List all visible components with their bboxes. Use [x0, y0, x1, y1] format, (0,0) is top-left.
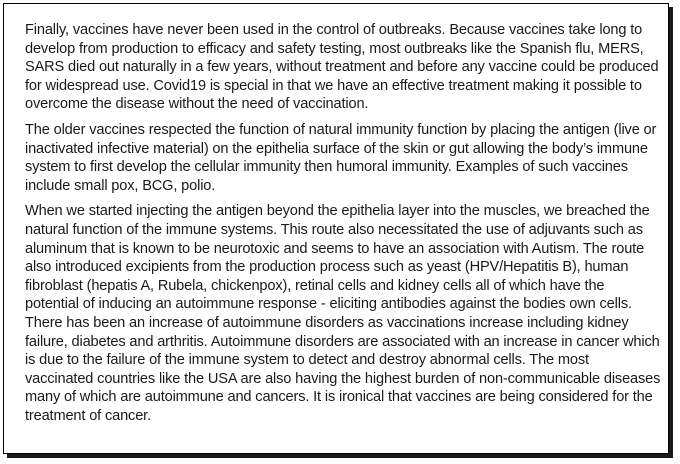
text-box-frame [3, 3, 669, 454]
paragraph-outbreaks: Finally, vaccines have never been used in the control of outbreaks. Because vaccines take long to develop from production to efficacy and safety testing, most outbreaks like the Spanish flu, MERS, SARS died out naturally in a few years, without treatment and before any vaccine could be produced for widespread use. Covid19 is special in that we have an effective treatment making it possible to overcome the disease without the need of vaccination. [25, 22, 659, 113]
document-body [25, 21, 661, 432]
paragraph-injection-route: When we started injecting the antigen beyond the epithelia layer into the muscles, we breached the natural function of the immune systems. This route also necessitated the use of adjuvants such as aluminum that is known to be neurotoxic and seems to have an association with Autism. The route also introduced excipients from the production process such as yeast (HPV/Hepatitis B), human fibroblast (hepatis A, Rubela, chickenpox), retinal cells and kidney cells all of which have the potential of inducing an autoimmune response - eliciting antibodies against the bodies own cells. There has been an increase of autoimmune disorders as vaccinations increase including kidney failure, diabetes and arthritis. Autoimmune disorders are associated with an increase in cancer which is due to the failure of the immune system to detect and destroy abnormal cells. The most vaccinated countries like the USA are also having the highest burden of non-communicable diseases many of which are autoimmune and cancers. It is ironical that vaccines are being considered for the treatment of cancer. [25, 203, 661, 424]
paragraph-older-vaccines: The older vaccines respected the function of natural immunity function by placing the antigen (live or inactivated infective material) on the epithelia surface of the skin or gut allowing the body’s immune system to first develop the cellular immunity then humoral immunity. Examples of such vaccines include small pox, BCG, polio. [25, 121, 657, 194]
